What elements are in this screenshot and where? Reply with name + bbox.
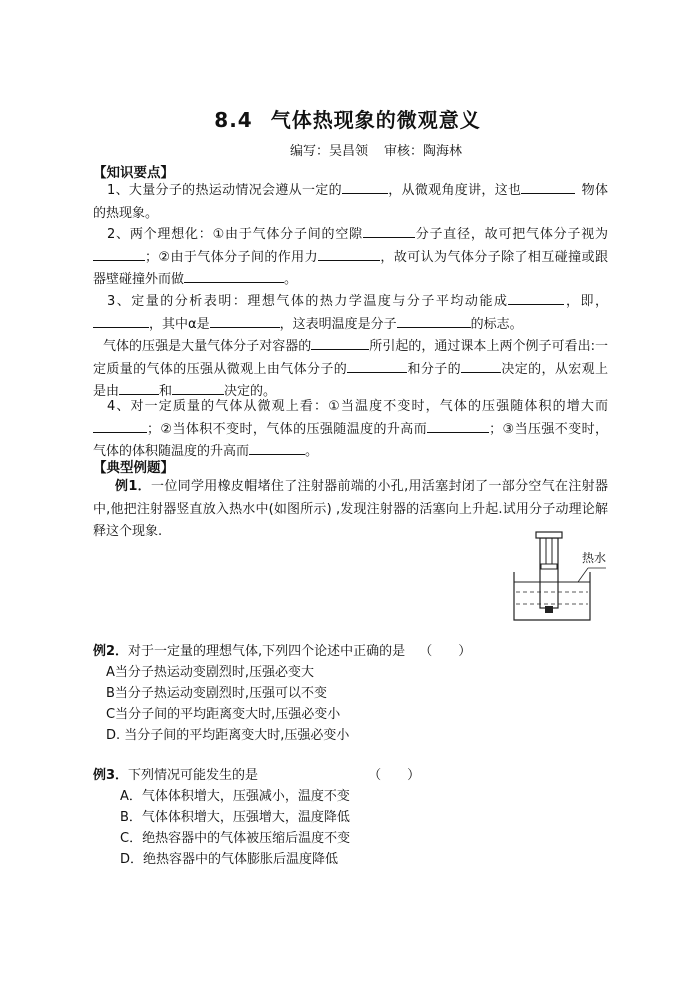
examples-header: 【典型例题】 (93, 460, 174, 476)
blank (342, 180, 388, 194)
blank (93, 314, 149, 328)
piston (541, 564, 557, 569)
knowledge-item-3: 3、定量的分析表明：理想气体的热力学温度与分子平均动能成 ，即，，其中α是 ，这表明温度是分子 的标志。 (93, 291, 608, 336)
page-title (0, 104, 695, 133)
option-b: B当分子热运动变剧烈时,压强可以不变 (106, 686, 328, 701)
knowledge-item-3-pressure: 气体的压强是大量气体分子对容器的 所引起的，通过课本上两个例子可看出:一定质量的气体的压强从微观上由气体分子的 和分子的 决定的，从宏观上是由 和 决定的。 (93, 336, 608, 404)
blank (249, 441, 305, 455)
blank (318, 247, 380, 261)
option-a: A．气体体积增大，压强减小，温度不变 (120, 789, 350, 804)
section-number: 8.4 (214, 108, 253, 132)
example-3-text: 下列情况可能发生的是 (128, 768, 259, 783)
editor: 编写：吴昌领 (290, 144, 369, 159)
option-c: C当分子间的平均距离变大时,压强必变小 (106, 707, 341, 722)
knowledge-item-1: 1、大量分子的热运动情况会遵从一定的 ，从微观角度讲，这也 物体的热现象。 (93, 180, 608, 225)
knowledge-item-2: 2、两个理想化：①由于气体分子间的空隙 分子直径，故可把气体分子视为；②由于气体分子间的作用力 ，故可认为气体分子除了相互碰撞或跟器壁碰撞外而做 。 (93, 224, 608, 292)
example-3-question (93, 764, 420, 783)
blank (93, 419, 147, 433)
blank (311, 336, 369, 350)
example-3-label: 例3． (93, 768, 129, 783)
example-2-label: 例2． (93, 644, 129, 659)
example-1-label: 例1． (115, 479, 152, 494)
plunger-cap (536, 532, 562, 538)
blank (461, 359, 501, 373)
byline (290, 140, 478, 159)
knowledge-item-4: 4、对一定质量的气体从微观上看：①当温度不变时，气体的压强随体积的增大而；②当体积不变时，气体的压强随温度的升高而 ；③当压强不变时，气体的体积随温度的升高而 。 (93, 399, 609, 459)
blank (521, 180, 575, 194)
knowledge-header: 【知识要点】 (93, 165, 174, 181)
blank (397, 314, 471, 328)
section-title: 气体热现象的微观意义 (270, 108, 481, 132)
option-b: B．气体体积增大，压强增大，温度降低 (120, 810, 350, 825)
reviewer: 审核：陶海林 (384, 144, 463, 159)
example-1-text: 一位同学用橡皮帽堵住了注射器前端的小孔,用活塞封闭了一部分空气在注射器中,他把注射器竖直放入热水中(如图所示) ,发现注射器的活塞向上升起.试用分子动理论解释这个现象. (93, 479, 609, 539)
answer-parentheses: （ ） (419, 644, 472, 659)
option-d: D．绝热容器中的气体膨胀后温度降低 (120, 852, 339, 867)
blank (172, 381, 224, 395)
syringe-in-hot-water-figure (510, 520, 610, 624)
blank (427, 419, 489, 433)
answer-parentheses: （ ） (368, 768, 421, 783)
example-2-text: 对于一定量的理想气体,下列四个论述中正确的是 (128, 644, 406, 659)
example-2-question (93, 640, 471, 659)
blank (210, 314, 280, 328)
blank (347, 359, 407, 373)
blank (184, 269, 284, 283)
rubber-cap (545, 606, 553, 613)
option-c: C．绝热容器中的气体被压缩后温度不变 (120, 831, 351, 846)
blank (119, 381, 159, 395)
hot-water-label: 热水 (582, 551, 607, 565)
option-a: A当分子热运动变剧烈时,压强必变大 (106, 665, 315, 680)
option-d: D. 当分子间的平均距离变大时,压强必变小 (106, 728, 350, 743)
blank (508, 291, 564, 305)
syringe-barrel (540, 538, 558, 608)
blank (363, 224, 415, 238)
blank (93, 247, 145, 261)
label-pointer (578, 568, 588, 582)
